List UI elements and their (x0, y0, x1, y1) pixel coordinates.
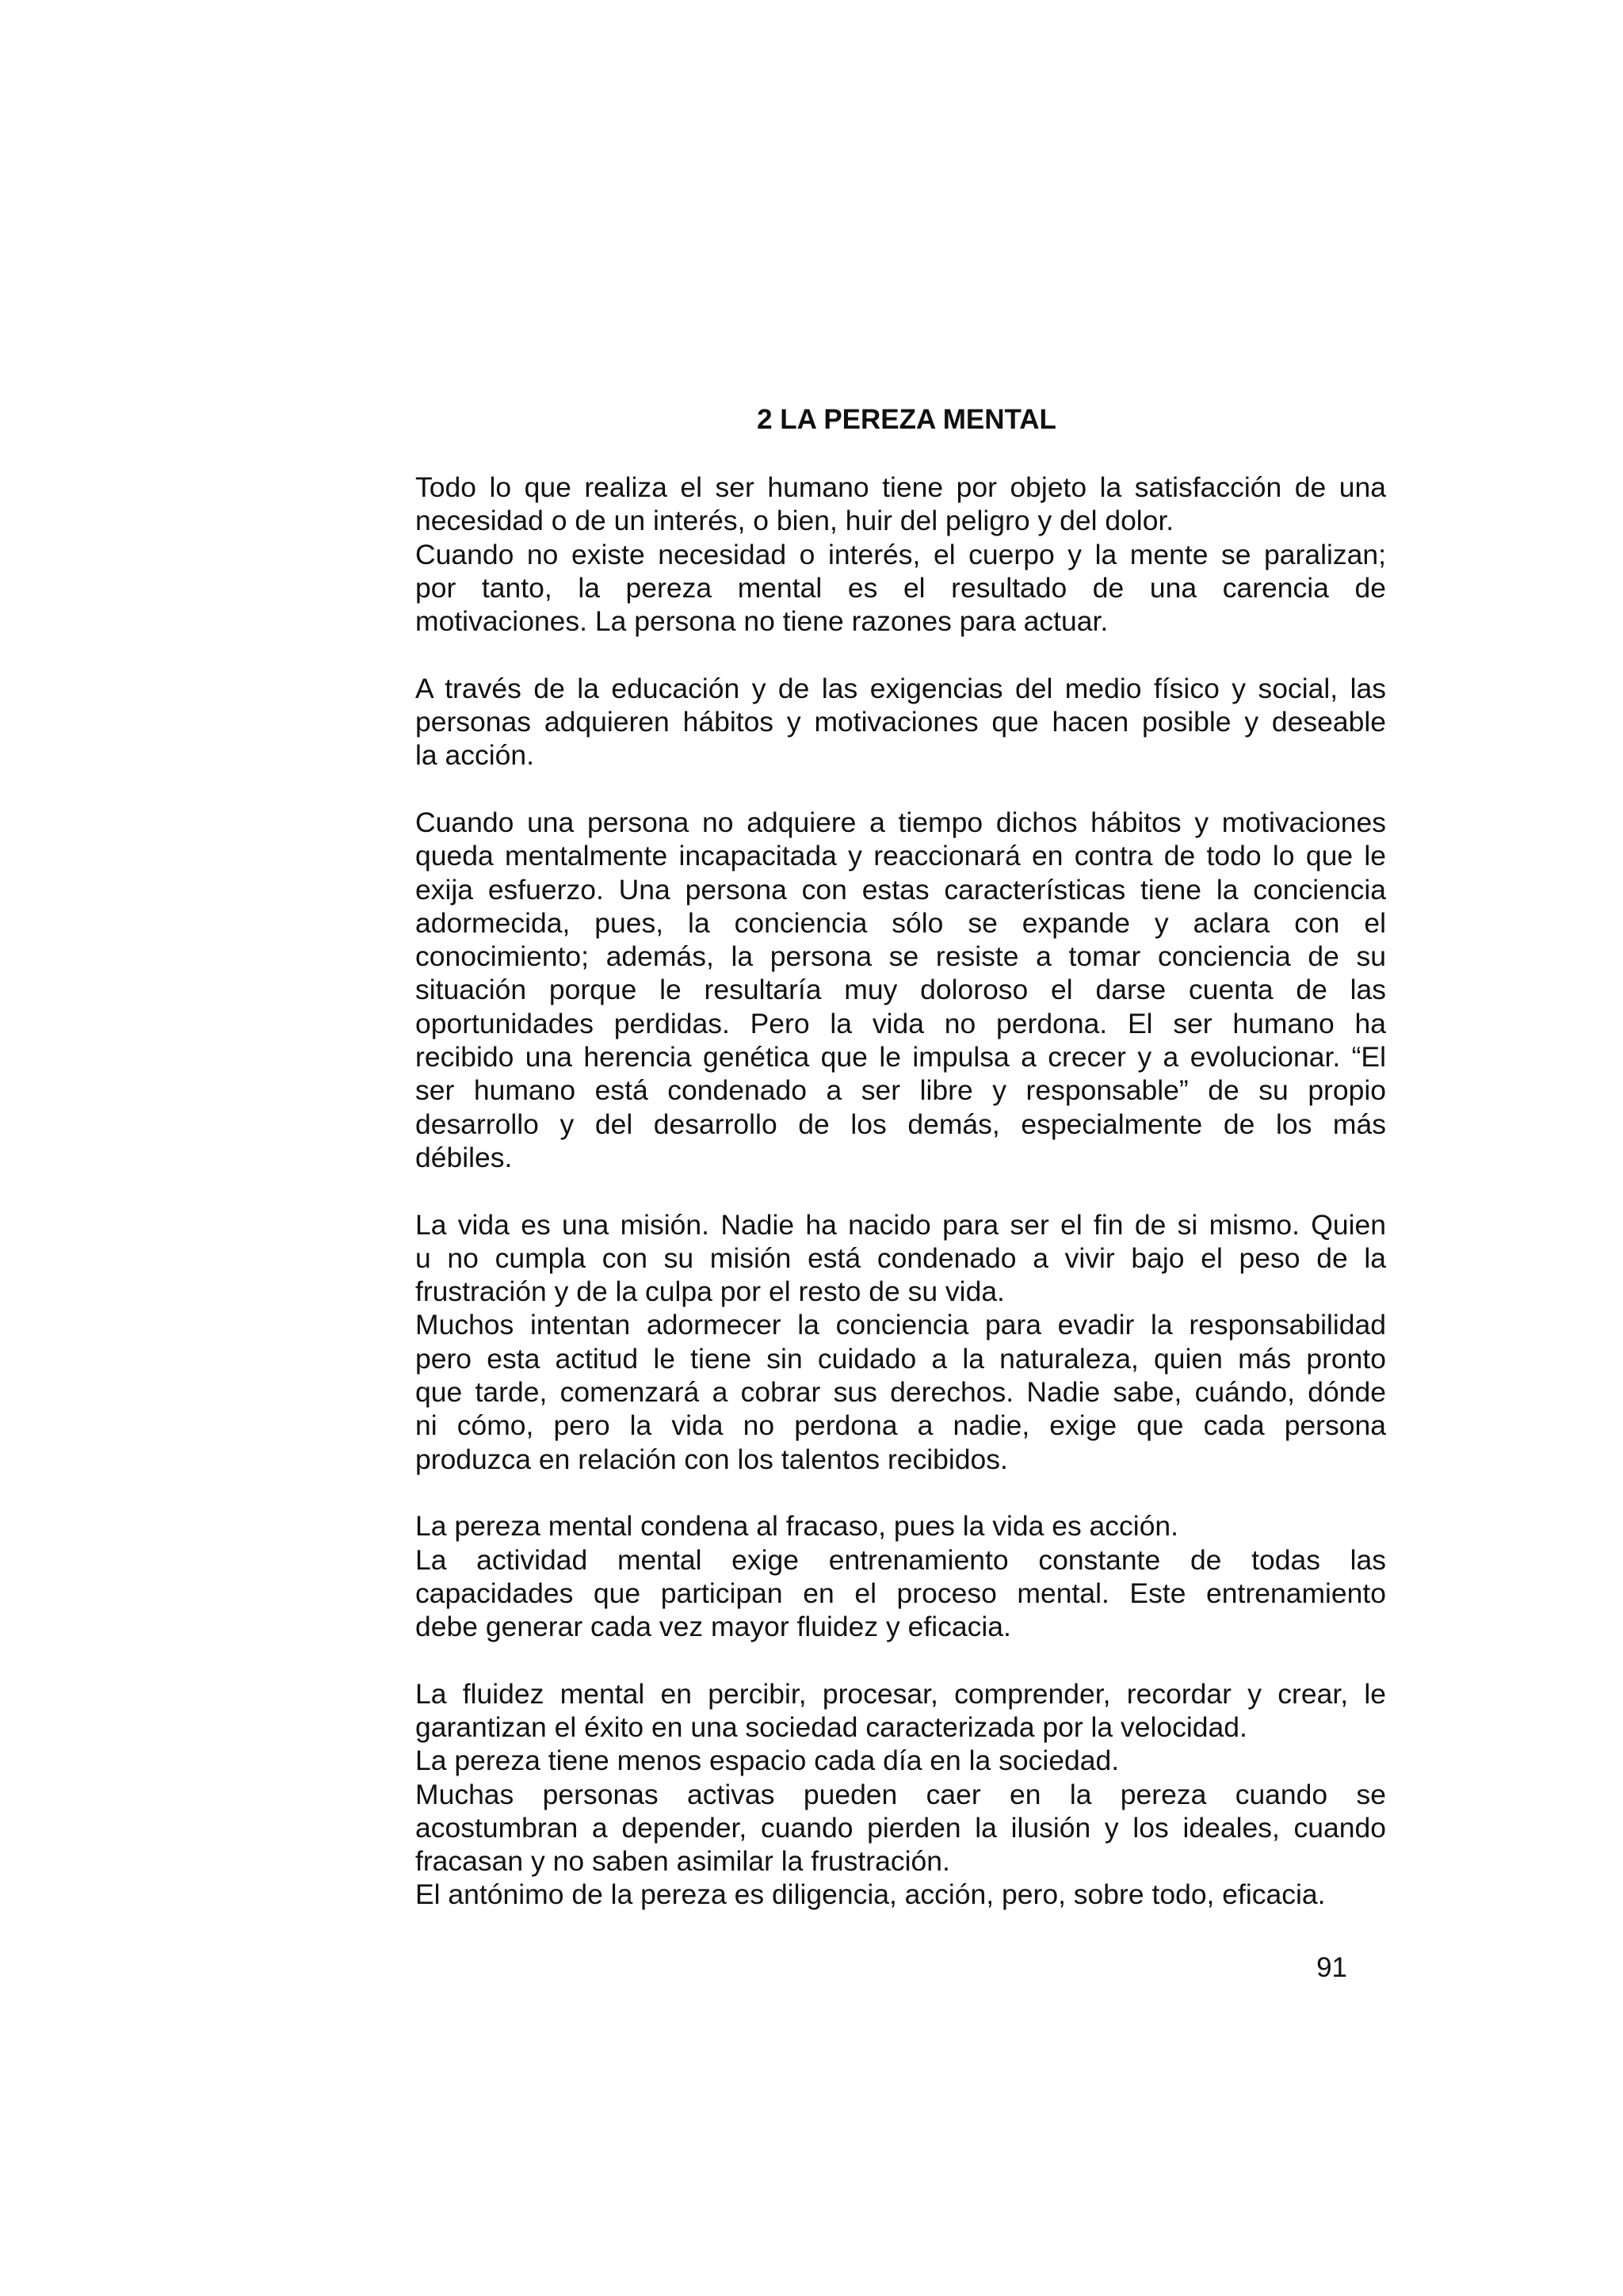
text-line: ser humano está condenado a ser libre y responsable” de su propio (415, 1074, 1386, 1107)
text-line: personas adquieren hábitos y motivaciones que hacen posible y deseable (415, 706, 1386, 738)
text-line: débiles. (415, 1141, 513, 1173)
page-number: 91 (1316, 1952, 1347, 1983)
text-line: Cuando una persona no adquiere a tiempo dichos hábitos y motivaciones (415, 806, 1386, 838)
text-line: debe generar cada vez mayor fluidez y eficacia. (415, 1611, 1011, 1643)
text-line: capacidades que participan en el proceso mental. Este entrenamiento (415, 1577, 1386, 1609)
text-line: exija esfuerzo. Una persona con estas características tiene la conciencia (415, 873, 1386, 906)
paragraph (415, 1509, 1386, 1643)
text-line: necesidad o de un interés, o bien, huir del peligro y del dolor. (415, 505, 1174, 537)
text-line: situación porque le resultaría muy doloroso el darse cuenta de las (415, 974, 1386, 1006)
text-line: desarrollo y del desarrollo de los demás, especialmente de los más (415, 1108, 1386, 1140)
paragraph (415, 471, 1386, 638)
text-line: ni cómo, pero la vida no perdona a nadie, exige que cada persona (415, 1409, 1386, 1442)
text-line: frustración y de la culpa por el resto de su vida. (415, 1276, 1005, 1308)
chapter-title: 2 LA PEREZA MENTAL (757, 404, 1056, 435)
text-line: Cuando no existe necesidad o interés, el cuerpo y la mente se paralizan; (415, 538, 1386, 570)
text-line: La vida es una misión. Nadie ha nacido para ser el fin de si mismo. Quien (415, 1208, 1386, 1241)
text-line: u no cumpla con su misión está condenado a vivir bajo el peso de la (415, 1241, 1386, 1274)
text-line: garantizan el éxito en una sociedad caracterizada por la velocidad. (415, 1711, 1247, 1743)
text-line: queda mentalmente incapacitada y reaccionará en contra de todo lo que le (415, 840, 1386, 872)
paragraph (415, 1208, 1386, 1476)
text-line: La fluidez mental en percibir, procesar, comprender, recordar y crear, le (415, 1677, 1386, 1710)
text-line: produzca en relación con los talentos recibidos. (415, 1443, 1008, 1475)
body-text (415, 471, 1386, 1945)
text-line: Muchos intentan adormecer la conciencia para evadir la responsabilidad (415, 1309, 1386, 1341)
text-line: que tarde, comenzará a cobrar sus derechos. Nadie sabe, cuándo, dónde (415, 1376, 1386, 1409)
text-line: recibido una herencia genética que le impulsa a crecer y a evolucionar. “El (415, 1041, 1386, 1074)
text-line: motivaciones. La persona no tiene razones para actuar. (415, 605, 1109, 638)
paragraph (415, 1677, 1386, 1912)
text-line: adormecida, pues, la conciencia sólo se expande y aclara con el (415, 906, 1386, 939)
paragraph (415, 806, 1386, 1174)
text-line: conocimiento; además, la persona se resiste a tomar conciencia de su (415, 940, 1386, 973)
text-line: fracasan y no saben asimilar la frustración. (415, 1845, 950, 1878)
paragraph (415, 672, 1386, 772)
text-line: La actividad mental exige entrenamiento constante de todas las (415, 1543, 1386, 1576)
text-line: la acción. (415, 739, 534, 772)
text-line: A través de la educación y de las exigencias del medio físico y social, las (415, 672, 1386, 704)
text-line: por tanto, la pereza mental es el resultado de una carencia de (415, 571, 1386, 604)
text-line: acostumbran a depender, cuando pierden la ilusión y los ideales, cuando (415, 1811, 1386, 1844)
text-line: Muchas personas activas pueden caer en la pereza cuando se (415, 1778, 1386, 1810)
text-line: La pereza mental condena al fracaso, pues la vida es acción. (415, 1510, 1179, 1543)
text-line: La pereza tiene menos espacio cada día en la sociedad. (415, 1745, 1120, 1777)
text-line: pero esta actitud le tiene sin cuidado a la naturaleza, quien más pronto (415, 1342, 1386, 1375)
text-line: Todo lo que realiza el ser humano tiene por objeto la satisfacción de una (415, 471, 1386, 503)
text-line: oportunidades perdidas. Pero la vida no perdona. El ser humano ha (415, 1007, 1386, 1039)
text-line: El antónimo de la pereza es diligencia, acción, pero, sobre todo, eficacia. (415, 1878, 1326, 1911)
